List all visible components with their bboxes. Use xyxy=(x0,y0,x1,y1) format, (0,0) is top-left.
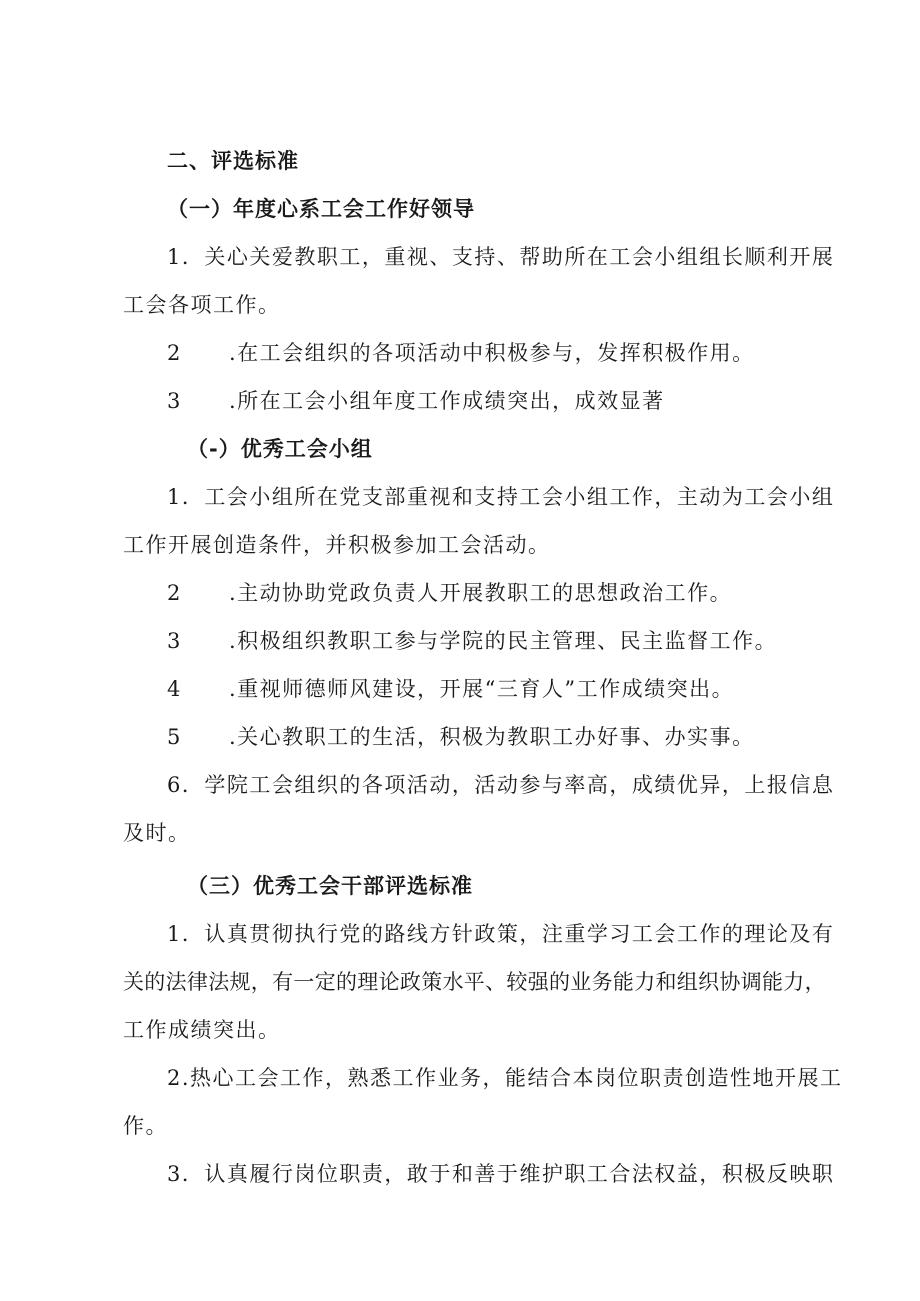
item-number: 5 xyxy=(167,725,182,749)
part1-item2 xyxy=(167,340,755,366)
part2-item5 xyxy=(167,724,755,750)
part3-item1-line2: 关的法律法规，有一定的理论政策水平、较强的业务能力和组织协调能力， xyxy=(123,970,826,994)
part3-item3-line1: 3．认真履行岗位职责，敢于和善于维护职工合法权益，积极反映职 xyxy=(167,1162,835,1186)
part3-item2-line2: 作。 xyxy=(123,1114,168,1138)
item-text: .积极组织教职工参与学院的民主管理、民主监督工作。 xyxy=(229,629,778,653)
item-number: 3 xyxy=(167,629,182,653)
part2-title: （-）优秀工会小组 xyxy=(187,437,373,461)
part3-item1-line1: 1．认真贯彻执行党的路线方针政策，注重学习工会工作的理论及有 xyxy=(167,922,835,946)
item-text: .主动协助党政负责人开展教职工的思想政治工作。 xyxy=(229,581,733,605)
item-text: .关心教职工的生活，积极为教职工办好事、办实事。 xyxy=(229,725,755,749)
item-text: .在工会组织的各项活动中积极参与，发挥积极作用。 xyxy=(229,341,755,365)
item-number: 2 xyxy=(167,341,182,365)
item-text: .重视师德师风建设，开展“三育人”工作成绩突出。 xyxy=(229,677,735,701)
part2-item1-line2: 工作开展创造条件，并积极参加工会活动。 xyxy=(123,533,551,557)
part1-title: （一）年度心系工会工作好领导 xyxy=(167,197,475,221)
part2-item6-line1: 6．学院工会组织的各项活动，活动参与率高，成绩优异，上报信息 xyxy=(167,773,835,797)
item-number: 2 xyxy=(167,581,182,605)
part2-item4 xyxy=(167,676,734,702)
item-number: 4 xyxy=(167,677,182,701)
part2-item3 xyxy=(167,628,777,654)
part1-item1-line1: 1．关心关爱教职工，重视、支持、帮助所在工会小组组长顺利开展 xyxy=(167,245,835,269)
part2-item6-line2: 及时。 xyxy=(123,821,191,845)
part2-item1-line1: 1．工会小组所在党支部重视和支持工会小组工作，主动为工会小组 xyxy=(167,485,835,509)
item-number: 3 xyxy=(167,389,182,413)
part3-item2-line1: 2.热心工会工作，熟悉工作业务，能结合本岗位职责创造性地开展工 xyxy=(167,1066,843,1090)
item-text: .所在工会小组年度工作成绩突出，成效显著 xyxy=(229,389,665,413)
part1-item3 xyxy=(167,388,665,414)
part2-item2 xyxy=(167,580,732,606)
part1-item1-line2: 工会各项工作。 xyxy=(123,293,281,317)
part3-title: （三）优秀工会干部评选标准 xyxy=(187,874,473,898)
section-title: 二、评选标准 xyxy=(167,149,299,173)
part3-item1-line3: 工作成绩突出。 xyxy=(123,1018,281,1042)
